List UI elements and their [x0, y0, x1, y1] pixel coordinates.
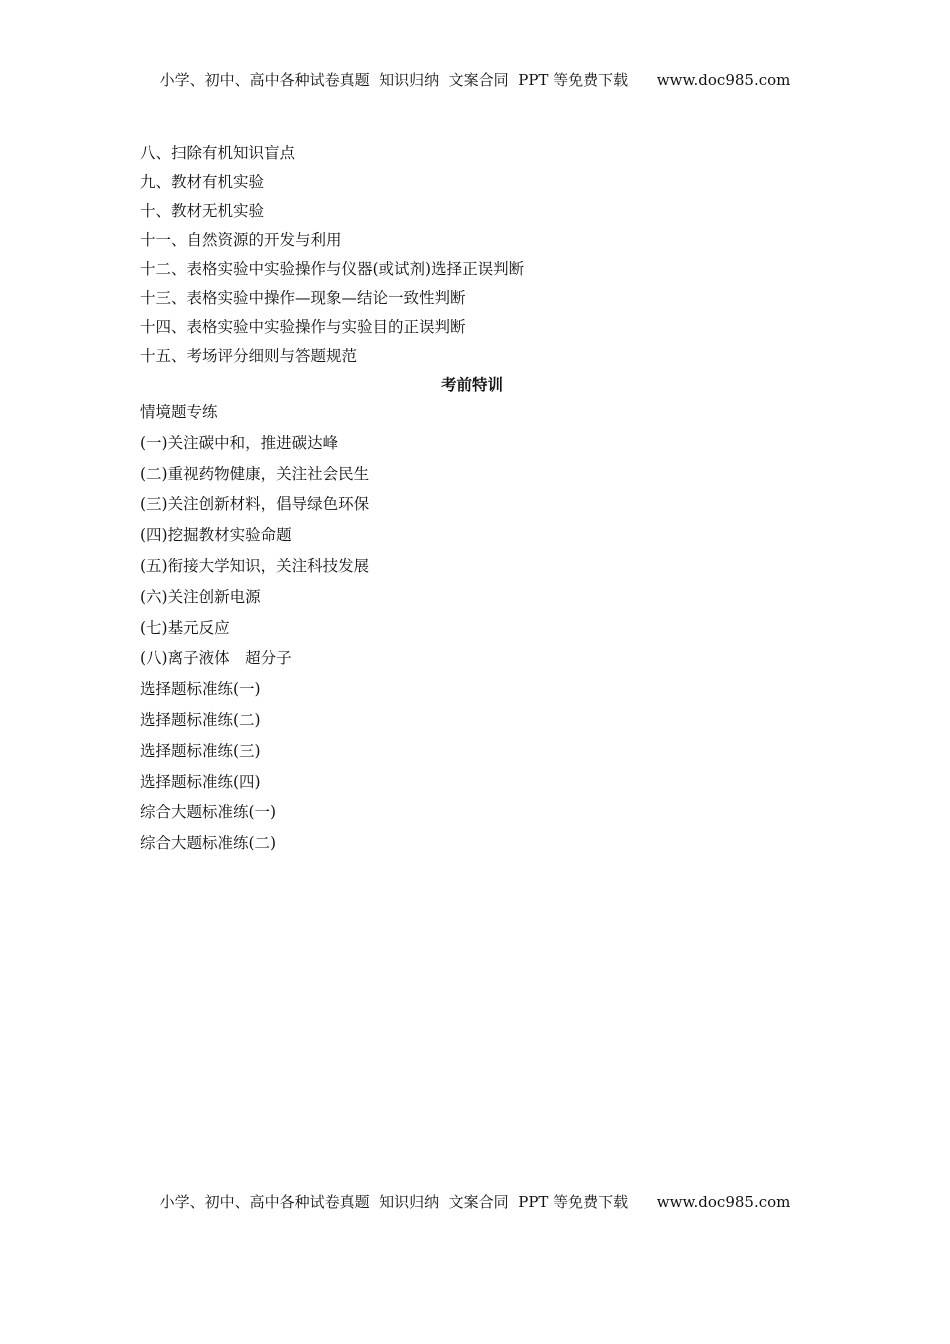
toc-item: 十五、考场评分细则与答题规范 — [140, 347, 358, 365]
toc-item: (六)关注创新电源 — [140, 587, 261, 606]
toc-list-training — [140, 400, 820, 862]
toc-item: 十四、表格实验中实验操作与实验目的正误判断 — [140, 318, 466, 336]
toc-item: 综合大题标准练(一) — [140, 803, 277, 822]
toc-item: 十二、表格实验中实验操作与仪器(或试剂)选择正误判断 — [140, 260, 525, 278]
toc-item: 选择题标准练(四) — [140, 772, 261, 791]
toc-item: (八)离子液体 超分子 — [140, 649, 292, 668]
section-title: 考前特训 — [440, 375, 503, 394]
toc-item: 情境题专练 — [140, 403, 218, 421]
toc-item: (一)关注碳中和，推进碳达峰 — [140, 433, 339, 452]
toc-item: 十三、表格实验中操作—现象—结论一致性判断 — [140, 289, 466, 307]
page-footer: 小学、初中、高中各种试卷真题 知识归纳 文案合同 PPT 等免费下载 www.doc985.com — [159, 1193, 791, 1211]
toc-item: 选择题标准练(三) — [140, 741, 261, 760]
toc-item: 九、教材有机实验 — [140, 173, 265, 191]
toc-item: (三)关注创新材料，倡导绿色环保 — [140, 495, 370, 514]
page-header: 小学、初中、高中各种试卷真题 知识归纳 文案合同 PPT 等免费下载 www.doc985.com — [159, 71, 791, 89]
toc-item: (五)衔接大学知识，关注科技发展 — [140, 556, 370, 575]
toc-item: (四)挖掘教材实验命题 — [140, 526, 292, 545]
toc-list-review — [140, 141, 820, 373]
toc-item: 选择题标准练(一) — [140, 680, 261, 699]
toc-item: 十、教材无机实验 — [140, 202, 265, 220]
toc-item: (二)重视药物健康，关注社会民生 — [140, 464, 370, 483]
toc-item: 综合大题标准练(二) — [140, 834, 277, 853]
toc-item: 十一、自然资源的开发与利用 — [140, 231, 342, 249]
toc-item: 八、扫除有机知识盲点 — [140, 144, 296, 162]
table-of-contents — [140, 141, 820, 862]
toc-item: 选择题标准练(二) — [140, 710, 261, 729]
toc-item: (七)基元反应 — [140, 618, 230, 637]
